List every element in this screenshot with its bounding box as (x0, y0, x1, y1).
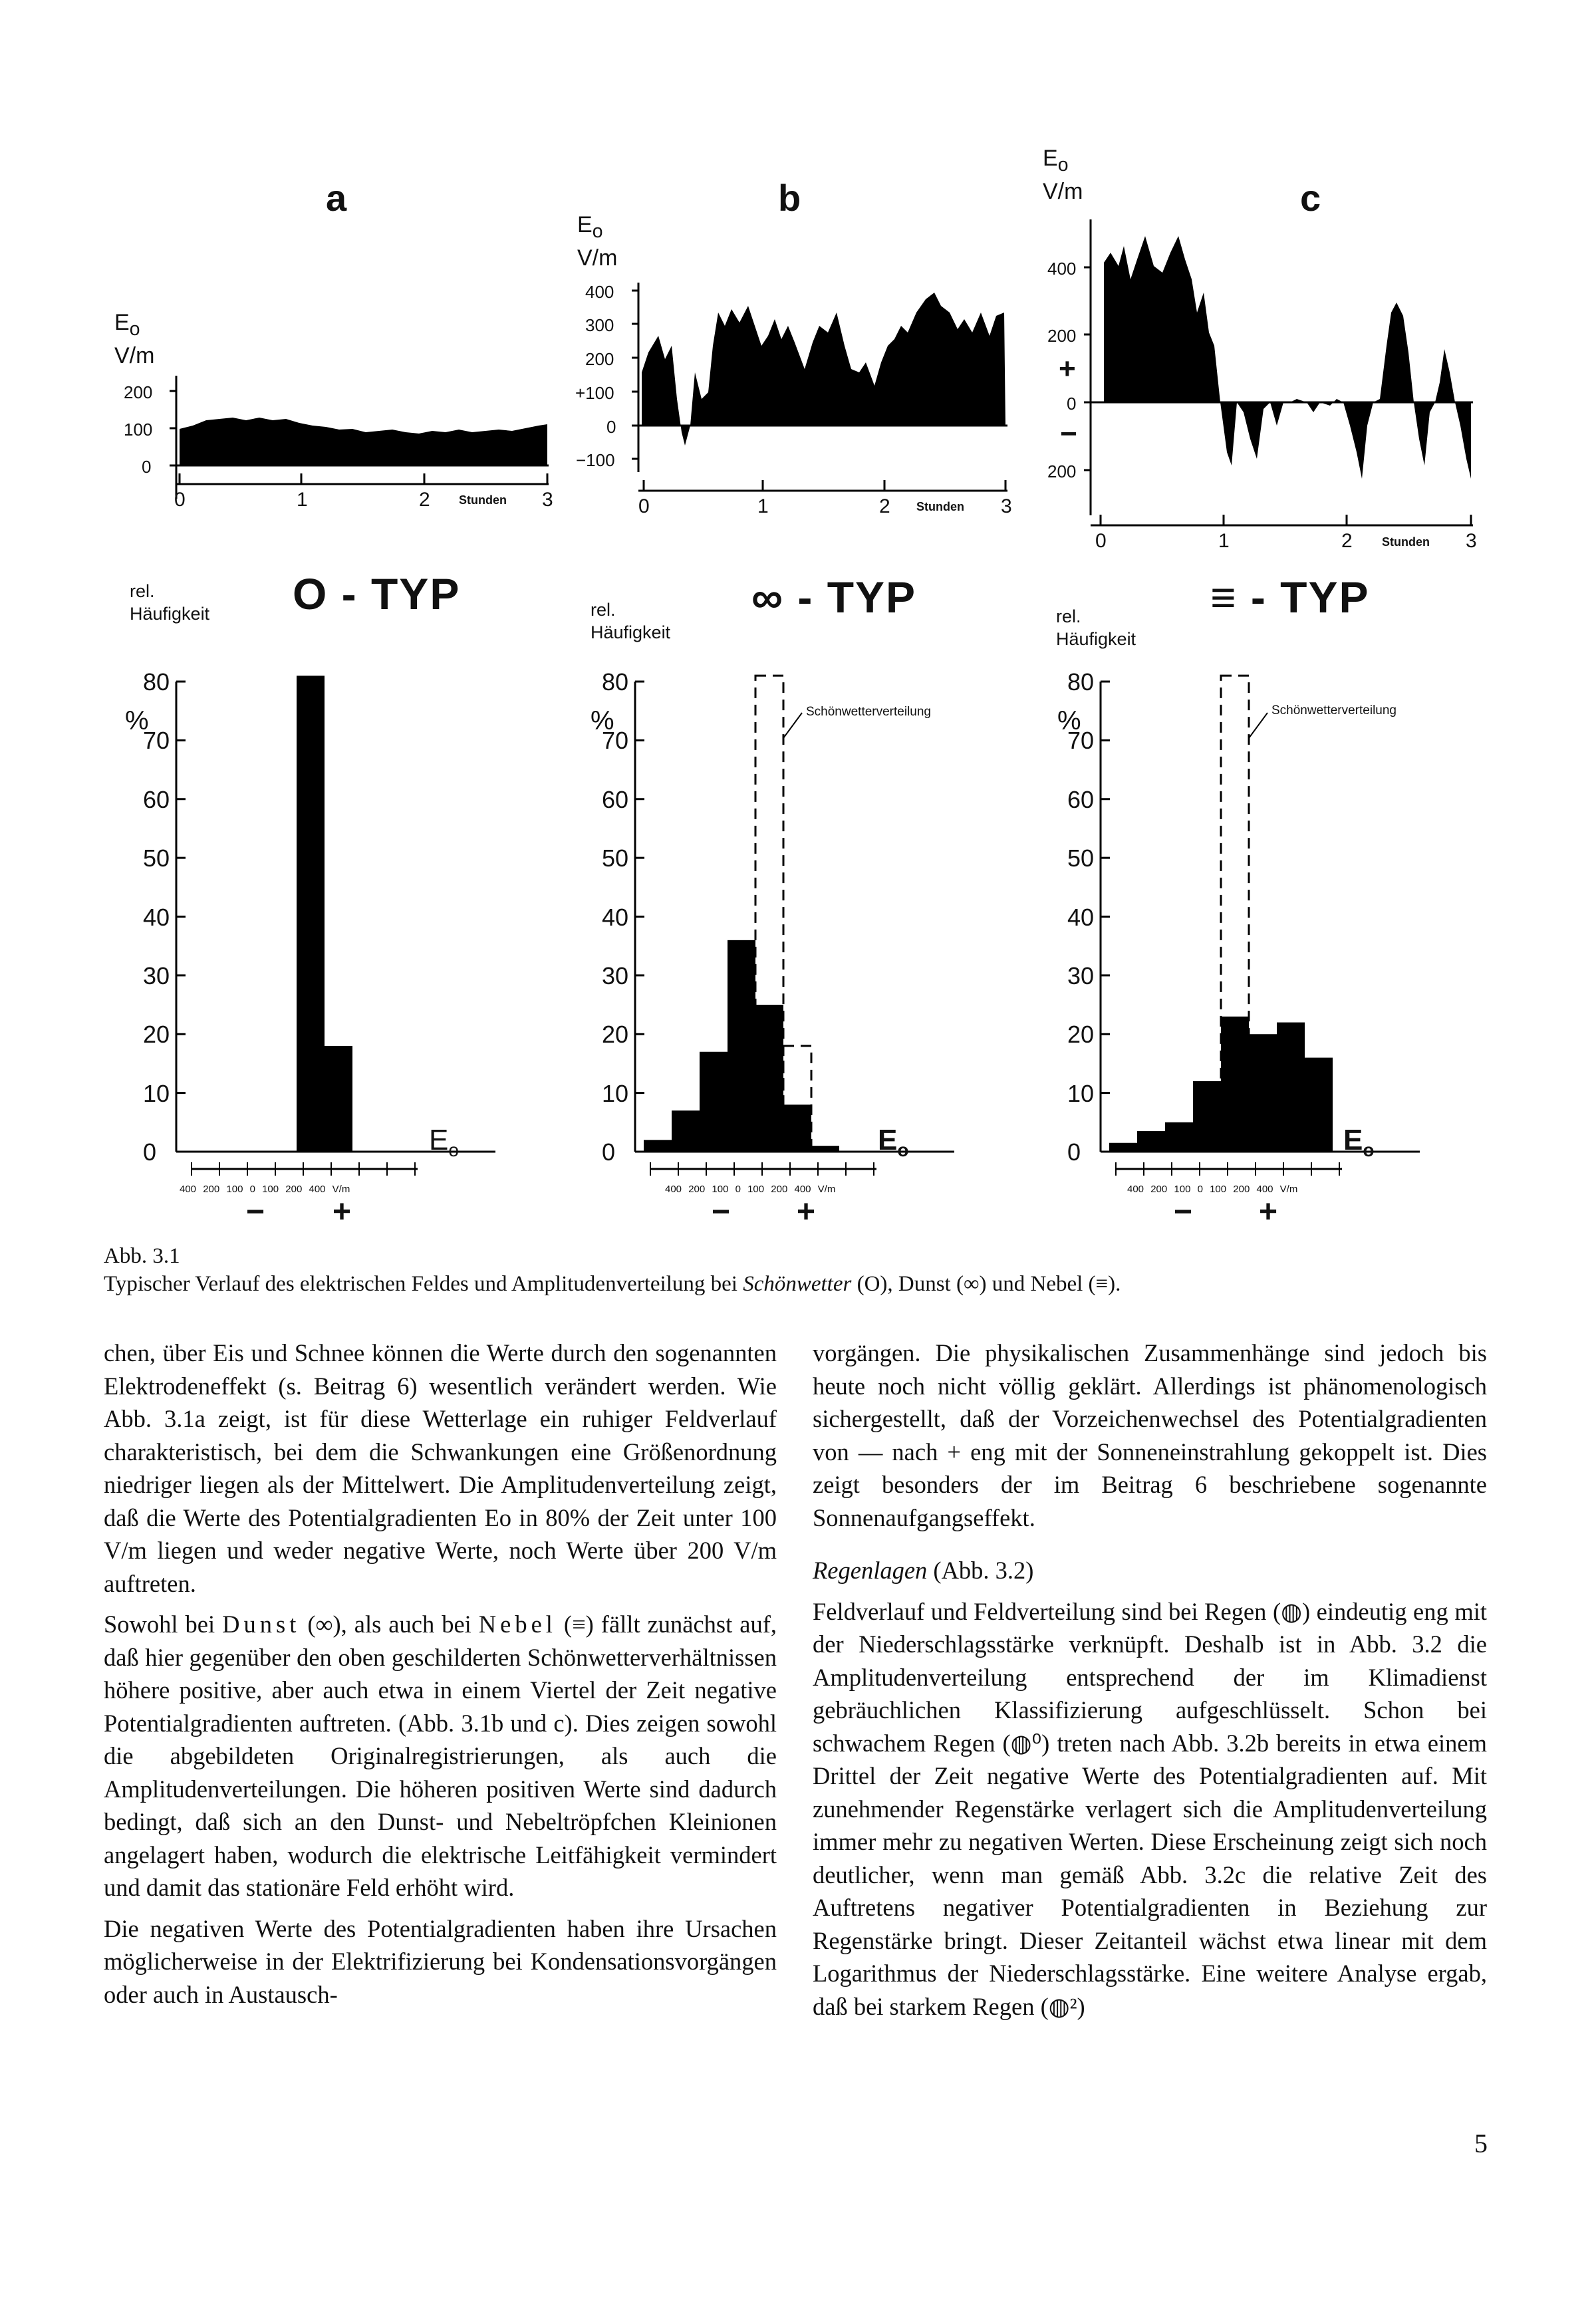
hist-y-tick-label: 50 (1067, 844, 1095, 872)
xtick: 3 (1001, 495, 1012, 517)
minus-sign: − (1060, 418, 1077, 450)
hist-title-o: O - TYP (293, 569, 461, 618)
caption-text: Typischer Verlauf des elektrischen Feldes und Amplitudenverteilung bei Schönwetter (O), Dunst (∞) und Nebel (≡). (104, 1272, 1121, 1296)
ytick: 0 (606, 417, 616, 437)
panel-letter-c: c (1300, 177, 1321, 219)
ytick: 0 (1067, 394, 1077, 414)
axis-label-c: $E_o$ V/m (1043, 146, 1083, 204)
hist-bar (672, 1110, 700, 1152)
hist-y-tick-label: 70 (1067, 727, 1095, 755)
plus-sign: + (1259, 1194, 1278, 1229)
ytick: +100 (575, 383, 614, 403)
ytick: 0 (142, 457, 152, 477)
hist-bar (1221, 1017, 1249, 1152)
right-column (813, 1337, 1487, 2031)
hist-bar (644, 1140, 672, 1152)
hist-bar (1249, 1034, 1277, 1152)
ytick: 200 (585, 349, 614, 369)
hist-ylabel-b: rel. Häufigkeit (591, 600, 671, 642)
hist-xlabel-b: $E_o$ (878, 1124, 909, 1160)
ytick: 200 (1047, 461, 1077, 481)
caption-label: Abb. 3.1 (104, 1244, 180, 1268)
hist-bar (783, 1104, 811, 1152)
hist-y-tick-label: 40 (1067, 903, 1095, 931)
paragraph: Die negativen Werte des Potentialgradienten haben ihre Ursachen möglicherweise in der Elektrifizierung bei Kondensationsvorgängen oder auch in Austausch- (104, 1914, 777, 2008)
hist-bar (1165, 1122, 1193, 1152)
annotation-pointer (783, 713, 802, 738)
hist-xticks-b: 400 200 100 0 100 200 400 V/m (665, 1184, 836, 1195)
hist-y-tick-label: 60 (143, 785, 170, 813)
paragraph: vorgängen. Die physikalischen Zusammenhänge sind jedoch bis heute noch nicht völlig geklärt. Allerdings ist phänomenologisch sichergestellt, daß der Vorzeichenwechsel des Potentialgradienten von — nach + eng mit der Sonneneinstrahlung gekoppelt ist. Dies zeigt besonders der im Beitrag 6 beschriebene sogenannte Sonnenaufgangseffekt. (813, 1339, 1487, 1531)
annotation-schoenwetter-b: Schönwetterverteilung (806, 705, 931, 719)
annotation-schoenwetter-c: Schönwetterverteilung (1271, 704, 1396, 717)
hist-title-dunst: ∞ - TYP (751, 573, 917, 622)
hist-y-tick-label: 80 (602, 668, 629, 696)
hist-bar (1137, 1131, 1165, 1152)
paragraph: Feldverlauf und Feldverteilung sind bei Regen (◍) eindeutig eng mit der Niederschlagsstärke verknüpft. Deshalb ist in Abb. 3.2 die Amplitudenverteilung entsprechend der im Klimadienst gebräuchlichen Klassifizierung aufgeschlüsselt. Schon bei schwachem Regen (◍⁰) treten nach Abb. 3.2b bereits in etwa einem Drittel der Zeit negative Werte des Potentialgradienten auf. Mit zunehmender Regenstärke verlagert sich die Amplitudenverteilung immer mehr zu negativen Werten. Diese Erscheinung zeigt sich noch deutlicher, wenn man gemäß Abb. 3.2c die relative Zeit des Auftretens negativer Potentialgradienten in Beziehung zur Regenstärke bringt. Dieser Zeitanteil wächst etwa linear mit dem Logarithmus der Niederschlagsstärke. Eine weitere Analyse ergab, daß bei starkem Regen (◍²) (813, 1597, 1487, 2020)
percent-a: % (125, 706, 149, 735)
hist-y-tick-label: 40 (602, 903, 629, 931)
hist-y-tick-label: 20 (143, 1021, 170, 1049)
hist-y-tick-label: 10 (602, 1079, 629, 1107)
ytick: 100 (124, 420, 153, 440)
percent-c: % (1057, 706, 1081, 735)
hist-y-tick-label: 80 (1067, 668, 1095, 696)
axis-label-b: $E_o$ V/m (577, 212, 618, 271)
minus-sign: − (1174, 1194, 1193, 1229)
hist-y-tick-label: 40 (143, 903, 170, 931)
section-heading: Regenlagen (Abb. 3.2) (813, 1557, 1034, 1584)
xtick: 1 (297, 489, 308, 511)
axis-label-a: $E_o$ V/m (114, 310, 155, 368)
xtick: 3 (1466, 530, 1477, 552)
hist-y-tick-label: 30 (1067, 962, 1095, 989)
x-unit: Stunden (916, 500, 964, 513)
hist-y-tick-label: 0 (602, 1138, 616, 1166)
hist-bar (325, 1046, 352, 1152)
hist-xlabel-c: $E_o$ (1343, 1124, 1375, 1160)
hist-y-tick-label: 60 (602, 785, 629, 813)
annotation-pointer (1249, 713, 1267, 738)
ytick: −100 (576, 450, 615, 470)
x-unit: Stunden (1382, 535, 1430, 549)
xtick: 1 (1218, 530, 1230, 552)
hist-bar (1277, 1023, 1305, 1152)
x-unit: Stunden (459, 493, 507, 507)
xtick: 2 (419, 489, 430, 511)
hist-bar (755, 1005, 783, 1152)
hist-title-nebel: ≡ - TYP (1210, 573, 1370, 622)
hist-ylabel-a: rel. Häufigkeit (130, 581, 210, 624)
minus-sign: − (246, 1194, 265, 1229)
xtick: 0 (638, 495, 650, 517)
left-column (104, 1337, 777, 2019)
xtick: 2 (1341, 530, 1353, 552)
xtick: 0 (1095, 530, 1107, 552)
ytick: 400 (585, 282, 614, 302)
hist-y-tick-label: 50 (602, 844, 629, 872)
paragraph: chen, über Eis und Schnee können die Werte durch den sogenannten Elektrodeneffekt (s. Beitrag 6) wesentlich verändert werden. Wie Abb. 3.1a zeigt, ist für diese Wetterlage ein ruhiger Feldverlauf charakteristisch, bei dem die Schwankungen eine Größenordnung niedriger liegen als der Mittelwert. Die Amplitudenverteilung zeigt, daß die Werte des Potentialgradienten Eo in 80% der Zeit unter 100 V/m liegen und weder negative Werte, noch Werte über 200 V/m auftreten. (104, 1339, 777, 1597)
figure-caption (104, 1242, 1500, 1298)
paragraph: Sowohl bei Dunst (∞), als auch bei Nebel (≡) fällt zunächst auf, daß hier gegenüber den oben geschilderten Schönwetterverhältnissen höhere positive, aber auch etwa in einem Viertel der Zeit negative Potentialgradienten auftreten. (Abb. 3.1b und c). Dies zeigen sowohl die abgebildeten Originalregistrierungen, als auch die Amplitudenverteilungen. Die höheren positiven Werte sind dadurch bedingt, daß sich an den Dunst- und Nebeltröpfchen Kleinionen angelagert haben, wodurch die elektrische Leitfähigkeit vermindert und damit das stationäre Feld erhöht wird. (104, 1610, 777, 1901)
hist-y-tick-label: 0 (143, 1138, 157, 1166)
percent-b: % (591, 706, 614, 735)
hist-xticks-a: 400 200 100 0 100 200 400 V/m (180, 1184, 350, 1195)
hist-bar (297, 676, 325, 1152)
hist-y-tick-label: 70 (602, 727, 629, 755)
plus-sign: + (797, 1194, 816, 1229)
hist-y-tick-label: 70 (143, 727, 170, 755)
hist-bar (1109, 1143, 1137, 1152)
minus-sign: − (712, 1194, 731, 1229)
xtick: 2 (879, 495, 890, 517)
hist-y-tick-label: 50 (143, 844, 170, 872)
panel-letter-b: b (778, 177, 801, 219)
xtick: 0 (174, 489, 186, 511)
hist-y-tick-label: 10 (143, 1079, 170, 1107)
hist-bar (1305, 1058, 1333, 1152)
ytick: 300 (585, 315, 614, 335)
hist-y-tick-label: 30 (143, 962, 170, 989)
ytick: 200 (124, 382, 153, 402)
hist-y-tick-label: 30 (602, 962, 629, 989)
plus-sign: + (1059, 352, 1076, 385)
ytick: 200 (1047, 326, 1077, 346)
hist-y-tick-label: 60 (1067, 785, 1095, 813)
hist-xticks-c: 400 200 100 0 100 200 400 V/m (1127, 1184, 1298, 1195)
panel-letter-a: a (326, 177, 347, 219)
hist-y-tick-label: 20 (602, 1021, 629, 1049)
ytick: 400 (1047, 259, 1077, 279)
hist-y-tick-label: 80 (143, 668, 170, 696)
hist-bar (1193, 1081, 1221, 1152)
hist-y-tick-label: 20 (1067, 1021, 1095, 1049)
hist-bar (811, 1146, 839, 1152)
hist-xlabel-a: $E_o$ (429, 1124, 459, 1160)
plus-sign: + (332, 1194, 352, 1229)
page-number: 5 (1474, 2128, 1488, 2158)
hist-y-tick-label: 10 (1067, 1079, 1095, 1107)
xtick: 1 (757, 495, 769, 517)
xtick: 3 (542, 489, 553, 511)
hist-y-tick-label: 0 (1067, 1138, 1081, 1166)
hist-bar (728, 940, 755, 1152)
hist-bar (700, 1052, 728, 1152)
hist-ylabel-c: rel. Häufigkeit (1056, 606, 1136, 649)
